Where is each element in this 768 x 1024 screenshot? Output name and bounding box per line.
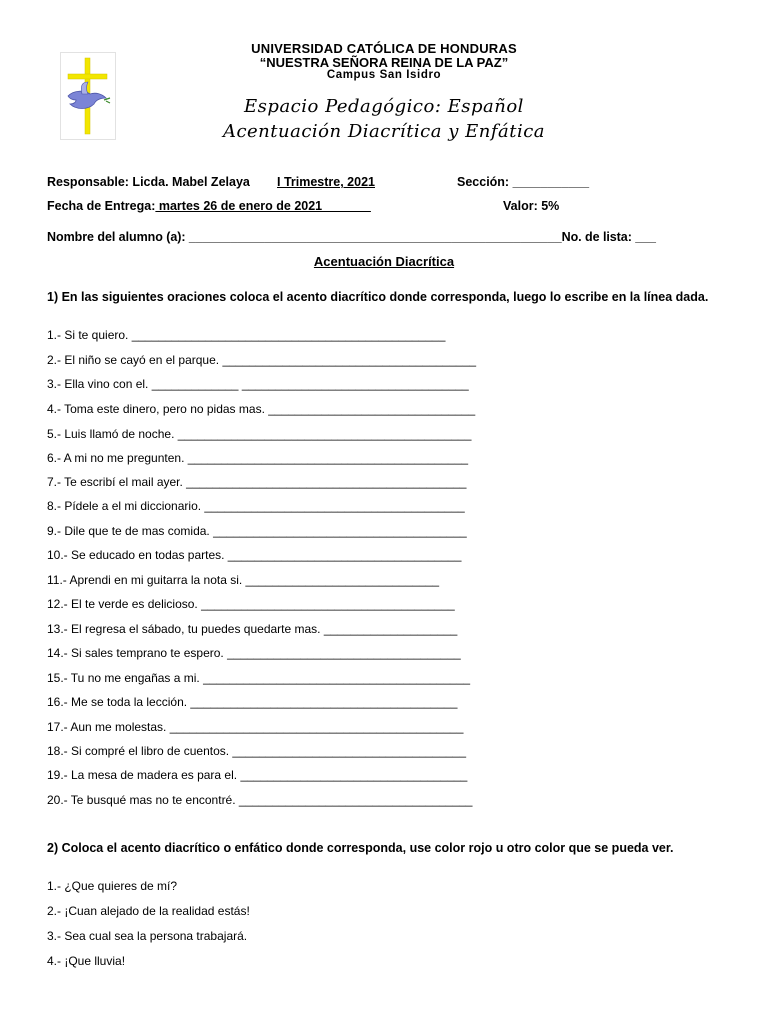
part1-item-6: 6.- A mi no me pregunten. __________________________________________ [47,451,469,465]
part1-item-14: 14.- Si sales temprano te espero. ___________________________________ [47,646,461,660]
nombre-alumno-field: Nombre del alumno (a): ______________________________________________________No. de lista: ___ [47,230,656,244]
part1-item-19: 19.- La mesa de madera es para el. __________________________________ [47,768,468,782]
part2-item-2: 2.- ¡Cuan alejado de la realidad estás! [47,904,250,918]
topic-title: Acentuación Diacrítica y Enfática [222,121,546,142]
section-title: Acentuación Diacrítica [313,254,455,269]
fecha-entrega [47,199,371,213]
university-motto: “NUESTRA SEÑORA REINA DE LA PAZ” [259,55,509,70]
part1-item-8: 8.- Pídele a el mi diccionario. _______________________________________ [47,499,465,513]
part1-instruction: 1) En las siguientes oraciones coloca el acento diacrítico donde corresponda, luego lo escribe en la línea dada. [47,290,709,304]
part1-item-18: 18.- Si compré el libro de cuentos. ___________________________________ [47,744,467,758]
part2-item-4: 4.- ¡Que lluvia! [47,954,126,968]
part1-item-11: 11.- Aprendi en mi guitarra la nota si. _____________________________ [47,573,440,587]
part1-item-7: 7.- Te escribí el mail ayer. __________________________________________ [47,475,467,489]
fecha-value: martes 26 de enero de 2021_______ [155,199,371,213]
part1-item-10: 10.- Se educado en todas partes. ___________________________________ [47,548,462,562]
part2-instruction: 2) Coloca el acento diacrítico o enfático donde corresponda, use color rojo u otro color que se pueda ver. [47,841,674,855]
responsable-label: Responsable: Licda. Mabel Zelaya [47,175,250,189]
part1-item-15: 15.- Tu no me engañas a mi. ________________________________________ [47,671,471,685]
part1-item-17: 17.- Aun me molestas. ____________________________________________ [47,720,464,734]
part1-item-3: 3.- Ella vino con el. _____________ __________________________________ [47,377,469,391]
seccion-field: Sección: ___________ [457,175,590,189]
part1-item-9: 9.- Dile que te de mas comida. ______________________________________ [47,524,467,538]
subject-title: Espacio Pedagógico: Español [244,96,524,117]
university-name: UNIVERSIDAD CATÓLICA DE HONDURAS [251,41,517,56]
valor-label: Valor: 5% [503,199,560,213]
part2-item-1: 1.- ¿Que quieres de mí? [47,879,178,893]
part1-item-16: 16.- Me se toda la lección. ________________________________________ [47,695,458,709]
part1-item-5: 5.- Luis llamó de noche. ____________________________________________ [47,427,472,441]
part1-item-12: 12.- El te verde es delicioso. ______________________________________ [47,597,455,611]
trimestre-label: I Trimestre, 2021 [277,175,375,189]
campus-name: Campus San Isidro [326,69,442,81]
part1-item-2: 2.- El niño se cayó en el parque. ______________________________________ [47,353,477,367]
fecha-label: Fecha de Entrega: [47,199,156,213]
part1-item-4: 4.- Toma este dinero, pero no pidas mas. _______________________________ [47,402,476,416]
part1-item-13: 13.- El regresa el sábado, tu puedes quedarte mas. ____________________ [47,622,458,636]
part1-item-1: 1.- Si te quiero. _______________________________________________ [47,328,446,342]
part2-item-3: 3.- Sea cual sea la persona trabajará. [47,929,248,943]
part1-item-20: 20.- Te busqué mas no te encontré. ___________________________________ [47,793,473,807]
